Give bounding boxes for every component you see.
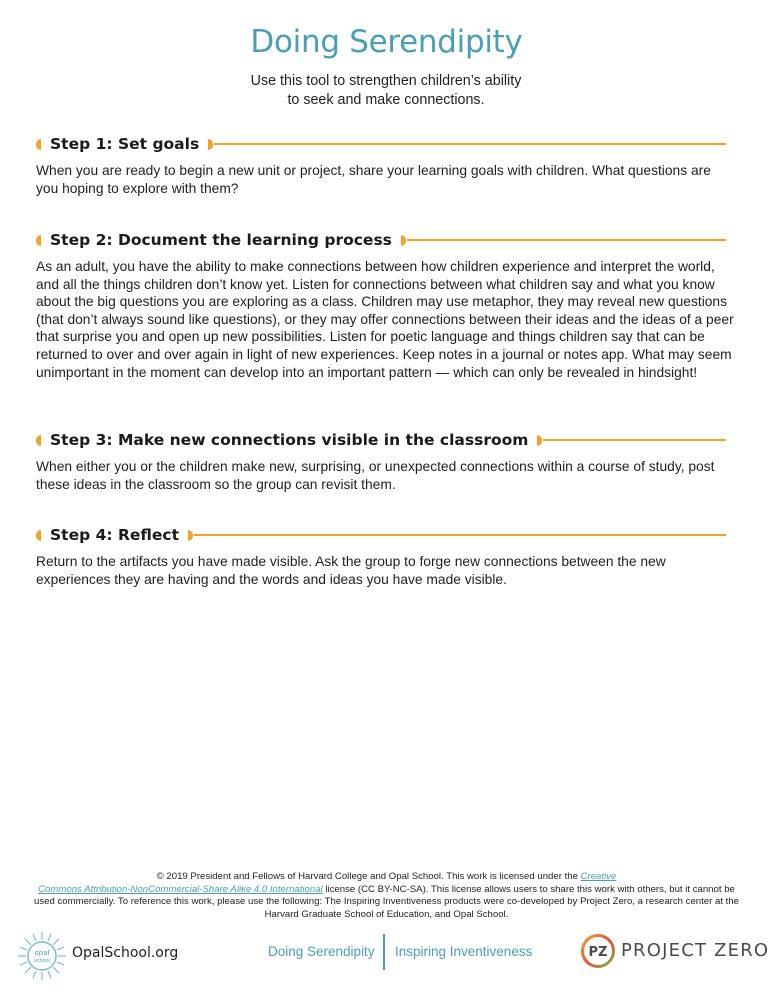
heading-rule: [194, 534, 726, 536]
right-half-circle-icon: [188, 530, 193, 541]
page-title: Doing Serendipity: [250, 24, 523, 60]
copyright-text: © 2019 President and Fellows of Harvard College and Opal School. This work is licensed under the: [156, 871, 578, 882]
project-zero-logo-icon: [580, 933, 616, 969]
license-link[interactable]: Creative Commons Attribution-NonCommercial-Share Alike 4.0 International: [38, 871, 617, 895]
step-2-body: As an adult, you have the ability to make connections between how children experience and interpret the world, and all the things children don’t know yet. Listen for connections between what children say and what you know about the big questions you are exploring as a class. Children may use metaphor, they may reveal new questions (that don’t always sound like questions), or they may offer connections between their ideas and the ideas of a peer that surprise you and open up new possibilities. Listen for poetic language and things children say that can be returned to over and over again in light of new experiences. Keep notes in a journal or notes app. What may seem unimportant in the moment can develop into an important pattern — which can only be revealed in hindsight!: [36, 259, 734, 380]
step-2-heading: [36, 228, 726, 252]
page-subtitle: [186, 72, 586, 110]
step-1-title: Step 1: Set goals: [50, 135, 200, 153]
left-half-circle-icon: [36, 139, 41, 150]
heading-rule: [543, 439, 726, 441]
opal-school-logo-icon: [16, 930, 68, 982]
right-half-circle-icon: [208, 139, 213, 150]
step-4-heading: [36, 523, 726, 547]
subtitle-line-1: Use this tool to strengthen children’s ability: [250, 73, 522, 89]
step-3-heading: [36, 428, 726, 452]
step-1-heading: [36, 132, 726, 156]
left-half-circle-icon: [36, 435, 41, 446]
project-zero-name: PROJECT ZERO: [621, 940, 770, 961]
step-4-title: Step 4: Reflect: [50, 526, 180, 544]
subtitle-line-2: to seek and make connections.: [287, 92, 485, 108]
license-text: [30, 871, 743, 921]
opal-logo-text: opal: [34, 949, 50, 957]
pz-logo-text: PZ: [588, 945, 608, 960]
right-half-circle-icon: [537, 435, 542, 446]
inspiring-inventiveness-link[interactable]: Inspiring Inventiveness: [395, 944, 533, 959]
heading-rule: [214, 143, 726, 145]
left-half-circle-icon: [36, 530, 41, 541]
step-3-title: Step 3: Make new connections visible in the classroom: [50, 431, 529, 449]
right-half-circle-icon: [401, 235, 406, 246]
step-4-body: Return to the artifacts you have made visible. Ask the group to forge new connections between the new experiences they are having and the words and ideas you have made visible.: [36, 554, 666, 587]
svg-text:school: school: [33, 958, 51, 964]
left-half-circle-icon: [36, 235, 41, 246]
license-details-text: license (CC BY-NC-SA). This license allows users to share this work with others, but it cannot be used commercially. To reference this work, please use the following: The Inspiring Inventiveness products were co-developed by Project Zero, a research center at the Harvard Graduate School of Education, and Opal School.: [34, 883, 739, 920]
step-3-body: When either you or the children make new, surprising, or unexpected connections within a course of study, post these ideas in the classroom so the group can revisit them.: [36, 459, 715, 492]
doing-serendipity-link[interactable]: Doing Serendipity: [268, 944, 375, 959]
footer-divider: [383, 934, 385, 970]
step-2-title: Step 2: Document the learning process: [50, 231, 392, 249]
step-1-body: When you are ready to begin a new unit or project, share your learning goals with children. What questions are you hoping to explore with them?: [36, 163, 711, 196]
opal-school-site-link[interactable]: OpalSchool.org: [72, 945, 179, 961]
heading-rule: [407, 239, 726, 241]
